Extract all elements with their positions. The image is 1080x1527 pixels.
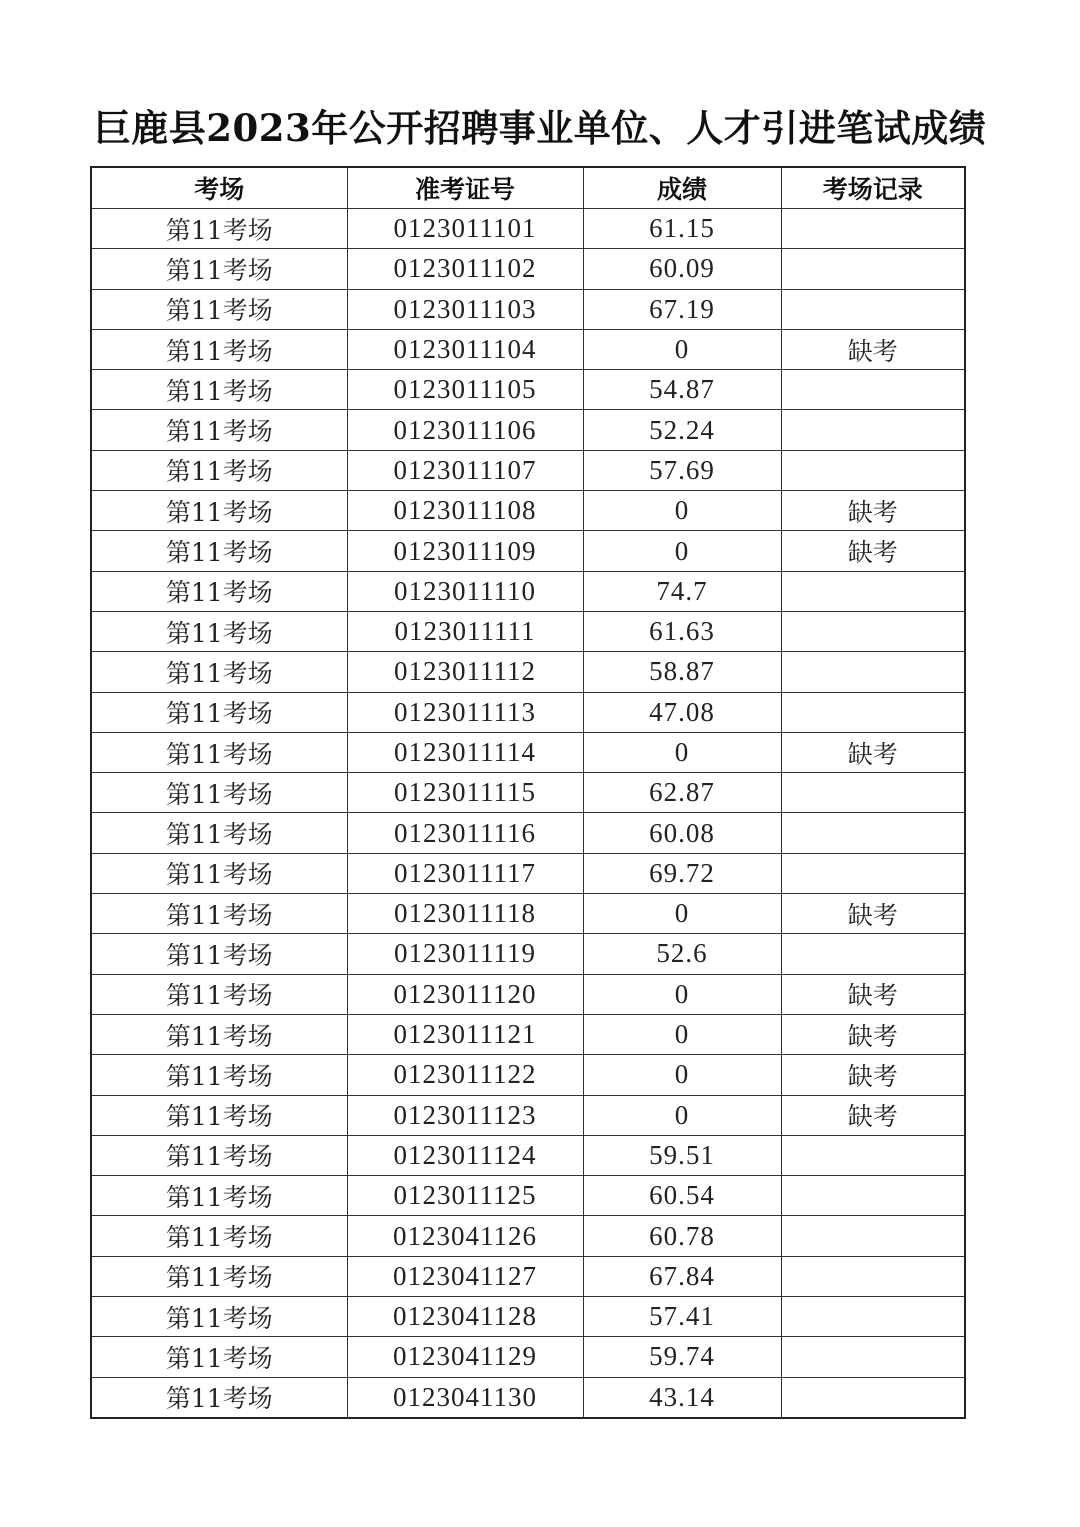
exam-record-cell: 缺考 bbox=[781, 974, 965, 1014]
score-cell: 52.24 bbox=[583, 410, 781, 450]
exam-room-cell: 第11考场 bbox=[91, 531, 347, 571]
table-row bbox=[91, 1256, 965, 1296]
score-cell: 59.51 bbox=[583, 1135, 781, 1175]
exam-record-cell: 缺考 bbox=[781, 894, 965, 934]
score-cell: 0 bbox=[583, 1055, 781, 1095]
table-row bbox=[91, 611, 965, 651]
exam-room-cell: 第11考场 bbox=[91, 410, 347, 450]
admission-number-cell: 0123011104 bbox=[347, 329, 583, 369]
exam-room-cell: 第11考场 bbox=[91, 1216, 347, 1256]
score-cell: 60.54 bbox=[583, 1176, 781, 1216]
header-exam-record: 考场记录 bbox=[781, 167, 965, 209]
exam-room-cell: 第11考场 bbox=[91, 329, 347, 369]
exam-record-cell bbox=[781, 853, 965, 893]
admission-number-cell: 0123011118 bbox=[347, 894, 583, 934]
score-cell: 67.84 bbox=[583, 1256, 781, 1296]
admission-number-cell: 0123011106 bbox=[347, 410, 583, 450]
exam-room-cell: 第11考场 bbox=[91, 853, 347, 893]
exam-room-cell: 第11考场 bbox=[91, 732, 347, 772]
score-cell: 0 bbox=[583, 491, 781, 531]
exam-room-cell: 第11考场 bbox=[91, 894, 347, 934]
admission-number-cell: 0123011120 bbox=[347, 974, 583, 1014]
exam-record-cell bbox=[781, 1176, 965, 1216]
exam-room-cell: 第11考场 bbox=[91, 813, 347, 853]
admission-number-cell: 0123041129 bbox=[347, 1337, 583, 1377]
admission-number-cell: 0123011119 bbox=[347, 934, 583, 974]
exam-room-cell: 第11考场 bbox=[91, 1256, 347, 1296]
score-cell: 60.08 bbox=[583, 813, 781, 853]
exam-record-cell bbox=[781, 1216, 965, 1256]
table-row bbox=[91, 370, 965, 410]
score-cell: 57.69 bbox=[583, 450, 781, 490]
score-cell: 59.74 bbox=[583, 1337, 781, 1377]
table-row bbox=[91, 974, 965, 1014]
table-row bbox=[91, 571, 965, 611]
exam-room-cell: 第11考场 bbox=[91, 1297, 347, 1337]
table-row bbox=[91, 1176, 965, 1216]
admission-number-cell: 0123041127 bbox=[347, 1256, 583, 1296]
exam-record-cell: 缺考 bbox=[781, 531, 965, 571]
admission-number-cell: 0123011123 bbox=[347, 1095, 583, 1135]
table-header-row bbox=[91, 167, 965, 209]
admission-number-cell: 0123011101 bbox=[347, 209, 583, 249]
exam-room-cell: 第11考场 bbox=[91, 652, 347, 692]
exam-room-cell: 第11考场 bbox=[91, 1014, 347, 1054]
score-table bbox=[90, 166, 966, 1419]
score-cell: 52.6 bbox=[583, 934, 781, 974]
exam-record-cell: 缺考 bbox=[781, 732, 965, 772]
exam-room-cell: 第11考场 bbox=[91, 934, 347, 974]
score-cell: 60.09 bbox=[583, 249, 781, 289]
table-row bbox=[91, 410, 965, 450]
table-row bbox=[91, 450, 965, 490]
exam-room-cell: 第11考场 bbox=[91, 1176, 347, 1216]
score-cell: 0 bbox=[583, 732, 781, 772]
table-row bbox=[91, 249, 965, 289]
exam-record-cell: 缺考 bbox=[781, 329, 965, 369]
score-cell: 0 bbox=[583, 329, 781, 369]
table-row bbox=[91, 289, 965, 329]
score-cell: 0 bbox=[583, 531, 781, 571]
admission-number-cell: 0123041126 bbox=[347, 1216, 583, 1256]
exam-room-cell: 第11考场 bbox=[91, 370, 347, 410]
header-exam-room: 考场 bbox=[91, 167, 347, 209]
table-row bbox=[91, 531, 965, 571]
exam-record-cell bbox=[781, 209, 965, 249]
table-row bbox=[91, 1055, 965, 1095]
table-row bbox=[91, 209, 965, 249]
exam-record-cell bbox=[781, 773, 965, 813]
admission-number-cell: 0123011124 bbox=[347, 1135, 583, 1175]
exam-room-cell: 第11考场 bbox=[91, 1055, 347, 1095]
exam-record-cell bbox=[781, 1297, 965, 1337]
admission-number-cell: 0123011125 bbox=[347, 1176, 583, 1216]
exam-room-cell: 第11考场 bbox=[91, 491, 347, 531]
exam-room-cell: 第11考场 bbox=[91, 289, 347, 329]
admission-number-cell: 0123011114 bbox=[347, 732, 583, 772]
score-cell: 0 bbox=[583, 974, 781, 1014]
table-row bbox=[91, 1337, 965, 1377]
table-row bbox=[91, 1216, 965, 1256]
exam-record-cell bbox=[781, 289, 965, 329]
exam-room-cell: 第11考场 bbox=[91, 1135, 347, 1175]
score-cell: 54.87 bbox=[583, 370, 781, 410]
exam-record-cell bbox=[781, 934, 965, 974]
score-cell: 0 bbox=[583, 1014, 781, 1054]
table-row bbox=[91, 894, 965, 934]
table-row bbox=[91, 1377, 965, 1418]
score-cell: 43.14 bbox=[583, 1377, 781, 1418]
admission-number-cell: 0123011109 bbox=[347, 531, 583, 571]
table-row bbox=[91, 732, 965, 772]
table-row bbox=[91, 652, 965, 692]
exam-record-cell bbox=[781, 370, 965, 410]
admission-number-cell: 0123011102 bbox=[347, 249, 583, 289]
table-row bbox=[91, 853, 965, 893]
exam-record-cell bbox=[781, 692, 965, 732]
score-cell: 61.63 bbox=[583, 611, 781, 651]
exam-record-cell bbox=[781, 1377, 965, 1418]
exam-record-cell bbox=[781, 1135, 965, 1175]
admission-number-cell: 0123011103 bbox=[347, 289, 583, 329]
page-title: 巨鹿县2023年公开招聘事业单位、人才引进笔试成绩 bbox=[93, 106, 987, 150]
exam-room-cell: 第11考场 bbox=[91, 209, 347, 249]
exam-record-cell: 缺考 bbox=[781, 491, 965, 531]
score-cell: 74.7 bbox=[583, 571, 781, 611]
exam-record-cell bbox=[781, 571, 965, 611]
admission-number-cell: 0123041128 bbox=[347, 1297, 583, 1337]
table-row bbox=[91, 1095, 965, 1135]
admission-number-cell: 0123011122 bbox=[347, 1055, 583, 1095]
table-row bbox=[91, 491, 965, 531]
exam-room-cell: 第11考场 bbox=[91, 611, 347, 651]
admission-number-cell: 0123011116 bbox=[347, 813, 583, 853]
admission-number-cell: 0123011112 bbox=[347, 652, 583, 692]
score-cell: 57.41 bbox=[583, 1297, 781, 1337]
admission-number-cell: 0123011115 bbox=[347, 773, 583, 813]
table-row bbox=[91, 1014, 965, 1054]
admission-number-cell: 0123011110 bbox=[347, 571, 583, 611]
score-cell: 58.87 bbox=[583, 652, 781, 692]
exam-record-cell: 缺考 bbox=[781, 1095, 965, 1135]
admission-number-cell: 0123011108 bbox=[347, 491, 583, 531]
exam-room-cell: 第11考场 bbox=[91, 1337, 347, 1377]
exam-record-cell bbox=[781, 1337, 965, 1377]
exam-record-cell: 缺考 bbox=[781, 1055, 965, 1095]
score-cell: 61.15 bbox=[583, 209, 781, 249]
exam-record-cell bbox=[781, 1256, 965, 1296]
exam-room-cell: 第11考场 bbox=[91, 571, 347, 611]
exam-room-cell: 第11考场 bbox=[91, 249, 347, 289]
exam-record-cell bbox=[781, 813, 965, 853]
score-cell: 67.19 bbox=[583, 289, 781, 329]
score-cell: 69.72 bbox=[583, 853, 781, 893]
score-cell: 60.78 bbox=[583, 1216, 781, 1256]
exam-record-cell bbox=[781, 410, 965, 450]
table-row bbox=[91, 773, 965, 813]
table-row bbox=[91, 934, 965, 974]
table-row bbox=[91, 329, 965, 369]
score-cell: 0 bbox=[583, 894, 781, 934]
table-body bbox=[91, 209, 965, 1418]
table-row bbox=[91, 1135, 965, 1175]
exam-room-cell: 第11考场 bbox=[91, 450, 347, 490]
score-cell: 47.08 bbox=[583, 692, 781, 732]
table-row bbox=[91, 692, 965, 732]
score-cell: 0 bbox=[583, 1095, 781, 1135]
exam-record-cell bbox=[781, 450, 965, 490]
exam-room-cell: 第11考场 bbox=[91, 1377, 347, 1418]
exam-room-cell: 第11考场 bbox=[91, 773, 347, 813]
header-score: 成绩 bbox=[583, 167, 781, 209]
exam-record-cell: 缺考 bbox=[781, 1014, 965, 1054]
exam-record-cell bbox=[781, 249, 965, 289]
header-admission-number: 准考证号 bbox=[347, 167, 583, 209]
score-cell: 62.87 bbox=[583, 773, 781, 813]
table-row bbox=[91, 1297, 965, 1337]
exam-room-cell: 第11考场 bbox=[91, 692, 347, 732]
admission-number-cell: 0123011121 bbox=[347, 1014, 583, 1054]
exam-room-cell: 第11考场 bbox=[91, 974, 347, 1014]
exam-record-cell bbox=[781, 652, 965, 692]
admission-number-cell: 0123011107 bbox=[347, 450, 583, 490]
admission-number-cell: 0123011111 bbox=[347, 611, 583, 651]
admission-number-cell: 0123011113 bbox=[347, 692, 583, 732]
admission-number-cell: 0123011105 bbox=[347, 370, 583, 410]
admission-number-cell: 0123011117 bbox=[347, 853, 583, 893]
admission-number-cell: 0123041130 bbox=[347, 1377, 583, 1418]
exam-room-cell: 第11考场 bbox=[91, 1095, 347, 1135]
exam-record-cell bbox=[781, 611, 965, 651]
table-row bbox=[91, 813, 965, 853]
